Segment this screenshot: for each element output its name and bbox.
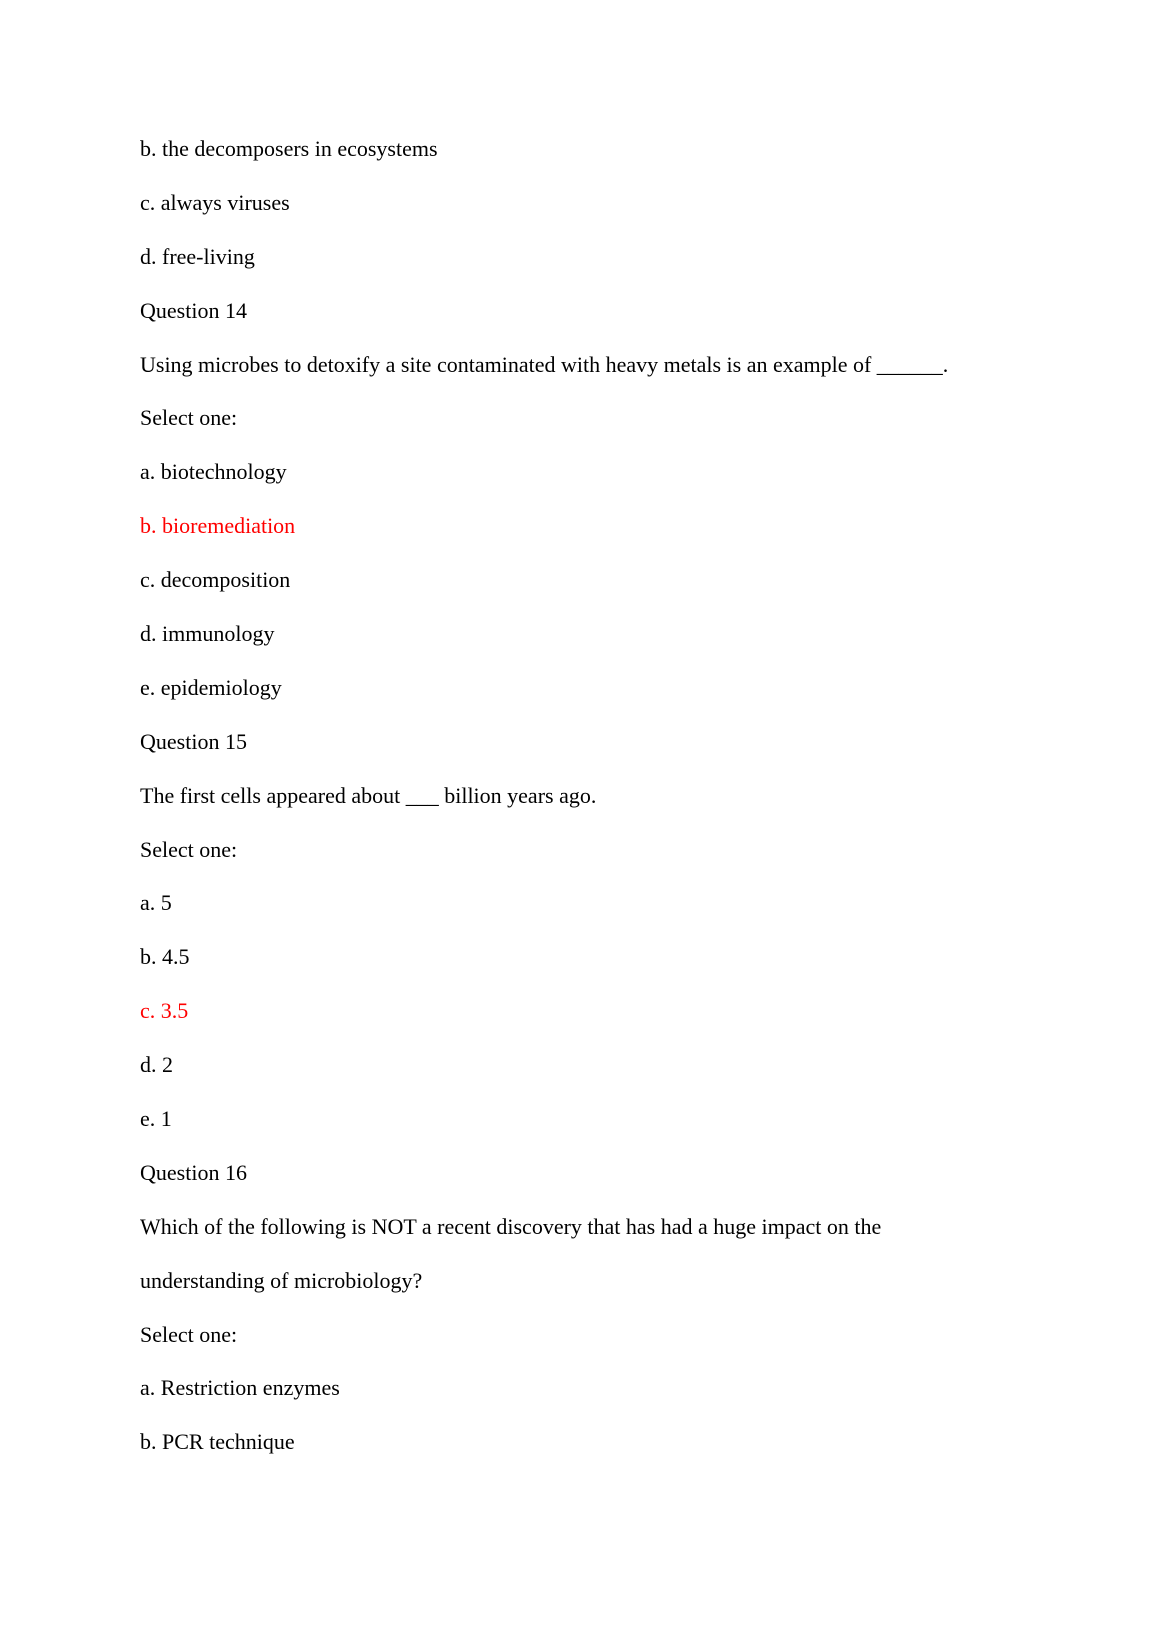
select-one-label: Select one: xyxy=(140,836,238,862)
answer-option: b. the decomposers in ecosystems xyxy=(140,136,438,161)
question-heading: Question 16 xyxy=(140,1159,247,1185)
question-prompt-line-2: understanding of microbiology? xyxy=(140,1267,423,1293)
answer-option: d. 2 xyxy=(140,1052,173,1078)
answer-option: a. 5 xyxy=(140,890,172,916)
answer-option: d. immunology xyxy=(140,621,275,647)
question-prompt: The first cells appeared about ___ billion years ago. xyxy=(140,782,597,808)
select-one-label: Select one: xyxy=(140,1321,238,1347)
answer-option: a. Restriction enzymes xyxy=(140,1375,340,1401)
correct-answer-option: b. bioremediation xyxy=(140,513,296,539)
question-heading: Question 15 xyxy=(140,728,247,754)
answer-option: e. 1 xyxy=(140,1106,172,1132)
select-one-label: Select one: xyxy=(140,405,238,431)
answer-option: e. epidemiology xyxy=(140,674,282,700)
question-heading: Question 14 xyxy=(140,297,247,323)
answer-option: b. PCR technique xyxy=(140,1429,295,1455)
correct-answer-option: c. 3.5 xyxy=(140,998,189,1024)
answer-option: d. free-living xyxy=(140,243,255,269)
quiz-content xyxy=(140,134,1040,1481)
answer-option: a. biotechnology xyxy=(140,459,287,485)
answer-option: c. decomposition xyxy=(140,567,291,593)
answer-option: c. always viruses xyxy=(140,189,290,215)
answer-option: b. 4.5 xyxy=(140,944,190,970)
question-prompt: Using microbes to detoxify a site contaminated with heavy metals is an example of ______. xyxy=(140,351,949,377)
question-prompt-line-1: Which of the following is NOT a recent discovery that has had a huge impact on the xyxy=(140,1213,882,1239)
